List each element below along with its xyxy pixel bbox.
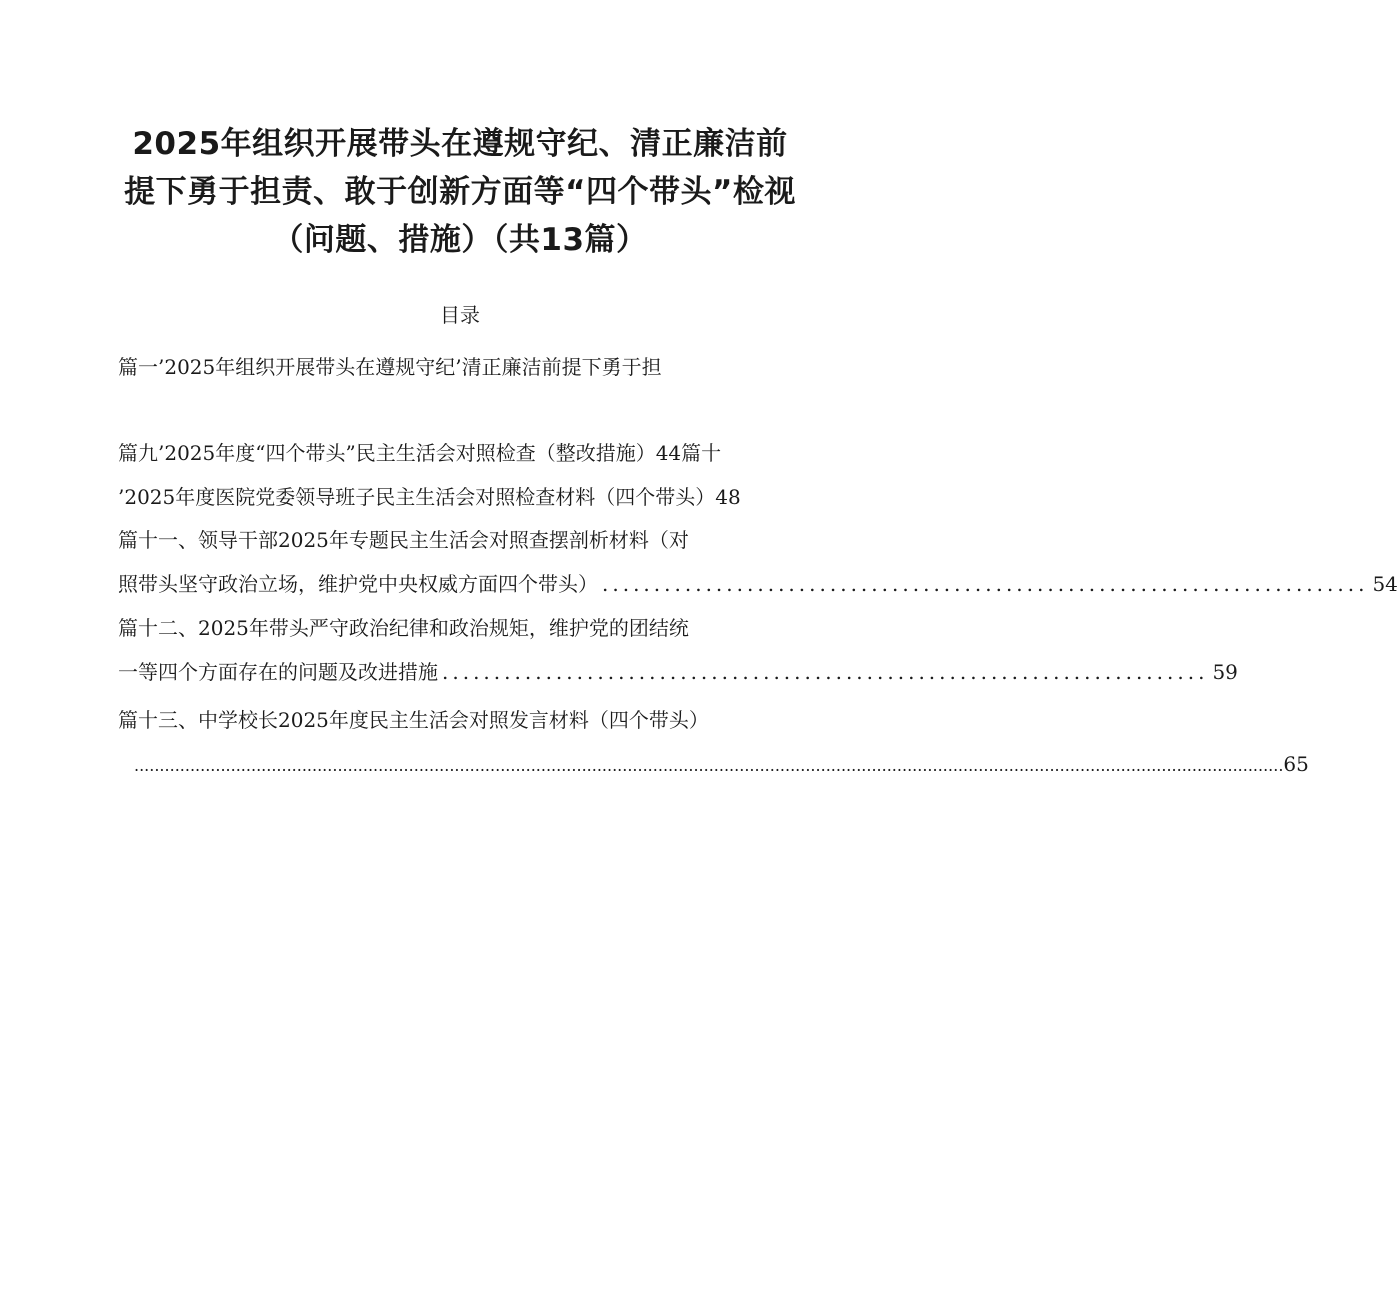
toc-entry-12[interactable]: 篇十二、2025年带头严守政治纪律和政治规矩，维护党的团结统 — [118, 616, 689, 640]
toc-entry-11-text: 照带头坚守政治立场，维护党中央权威方面四个带头） — [118, 572, 598, 596]
dot-leader: .......................................................................... — [442, 660, 1209, 684]
title-line-3: （问题、措施）（共13篇） — [272, 222, 648, 258]
document-title — [60, 120, 860, 264]
toc-entry-1[interactable]: 篇一’2025年组织开展带头在遵规守纪’清正廉洁前提下勇于担 — [118, 355, 662, 379]
toc-entry-12-page: 59 — [1212, 660, 1238, 684]
title-line-2: 提下勇于担责、敢于创新方面等“四个带头”检视 — [124, 174, 796, 210]
toc-entry-12-text: 一等四个方面存在的问题及改进措施 — [118, 660, 438, 684]
toc-entry-10[interactable]: ’2025年度医院党委领导班子民主生活会对照检查材料（四个带头）48 — [118, 485, 741, 509]
toc-entry-9[interactable]: 篇九’2025年度“四个带头”民主生活会对照检查（整改措施）44篇十 — [118, 441, 722, 465]
toc-entry-12-continued[interactable] — [118, 657, 1238, 687]
toc-entry-11-page: 54 — [1372, 572, 1398, 596]
dot-leader: .................................................................................................................................................................................................................................. — [134, 756, 1284, 775]
title-line-1: 2025年组织开展带头在遵规守纪、清正廉洁前 — [132, 126, 788, 162]
dot-leader: .......................................................................... — [602, 572, 1369, 596]
toc-entry-13-continued[interactable] — [134, 749, 1309, 781]
toc-heading: 目录 — [440, 303, 480, 327]
toc-entry-13[interactable]: 篇十三、中学校长2025年度民主生活会对照发言材料（四个带头） — [118, 708, 709, 732]
toc-entry-13-page: 65 — [1283, 752, 1309, 776]
toc-entry-11-continued[interactable] — [118, 569, 1398, 599]
toc-entry-11[interactable]: 篇十一、领导干部2025年专题民主生活会对照查摆剖析材料（对 — [118, 528, 689, 552]
